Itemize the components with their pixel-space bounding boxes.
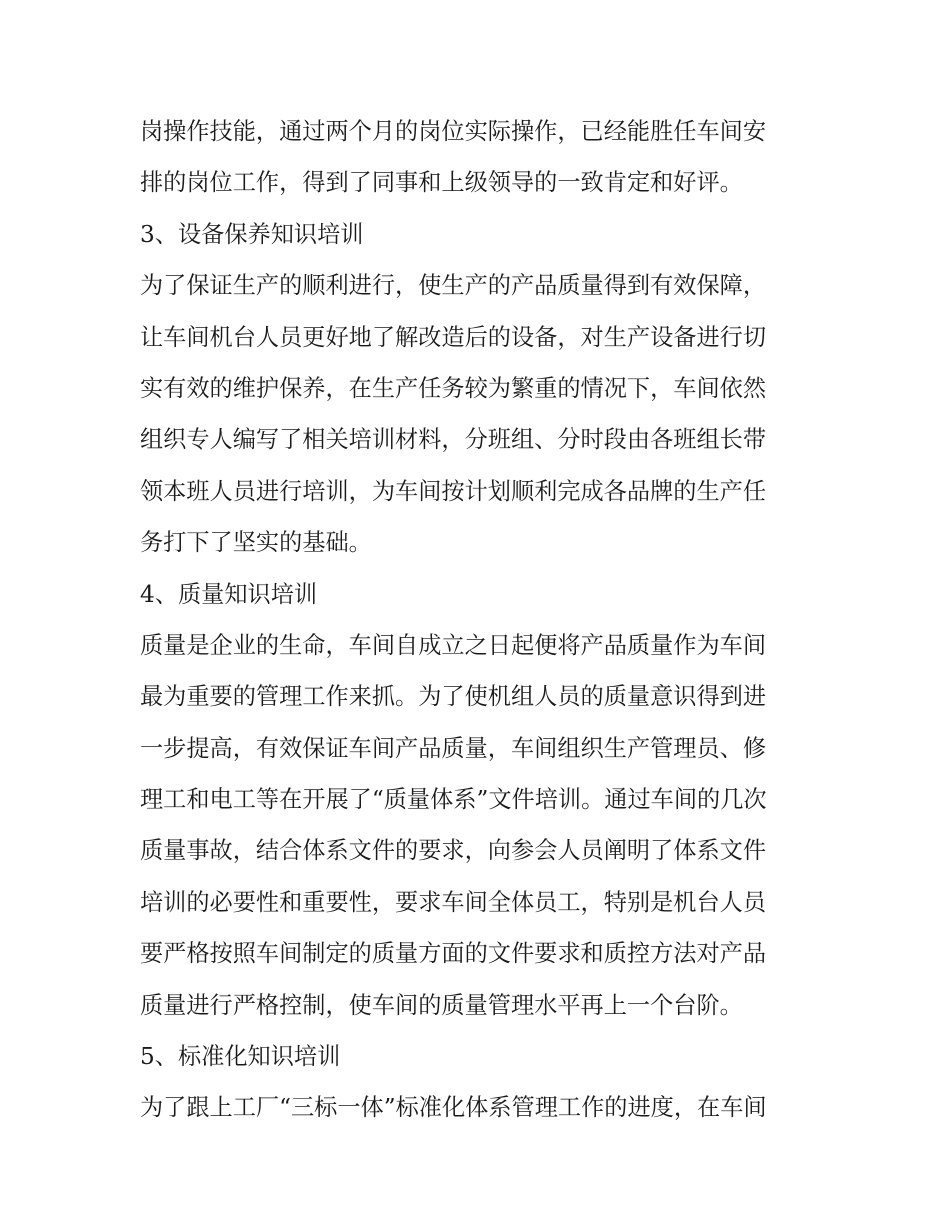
body-line: 实有效的维护保养，在生产任务较为繁重的情况下，车间依然 <box>140 374 767 402</box>
body-line: 培训的必要性和重要性，要求车间全体员工，特别是机台人员 <box>140 888 767 916</box>
body-line: 岗操作技能，通过两个月的岗位实际操作，已经能胜任车间安 <box>140 118 767 145</box>
body-line: 质量是企业的生命，车间自成立之日起便将产品质量作为车间 <box>140 631 767 659</box>
body-line: 要严格按照车间制定的质量方面的文件要求和质控方法对产品 <box>140 940 767 968</box>
body-line: 理工和电工等在开展了“质量体系”文件培训。通过车间的几次 <box>140 786 767 814</box>
section-heading-3: 3、设备保养知识培训 <box>140 220 364 248</box>
body-line: 最为重要的管理工作来抓。为了使机组人员的质量意识得到进 <box>140 683 767 711</box>
body-line: 领本班人员进行培训，为车间按计划顺利完成各品牌的生产任 <box>140 477 767 505</box>
section-heading-4: 4、质量知识培训 <box>140 580 318 608</box>
body-line: 质量进行严格控制，使车间的质量管理水平再上一个台阶。 <box>140 991 743 1019</box>
section-heading-5: 5、标准化知识培训 <box>140 1043 341 1071</box>
body-line: 为了跟上工厂“三标一体”标准化体系管理工作的进度，在车间 <box>140 1094 767 1122</box>
body-line: 务打下了坚实的基础。 <box>140 529 372 557</box>
body-line: 组织专人编写了相关培训材料，分班组、分时段由各班组长带 <box>140 426 767 454</box>
body-line: 让车间机台人员更好地了解改造后的设备，对生产设备进行切 <box>140 323 767 351</box>
body-line: 一步提高，有效保证车间产品质量，车间组织生产管理员、修 <box>140 734 767 762</box>
body-line: 为了保证生产的顺利进行，使生产的产品质量得到有效保障， <box>140 272 767 300</box>
body-line: 质量事故，结合体系文件的要求，向参会人员阐明了体系文件 <box>140 837 767 865</box>
body-line: 排的岗位工作，得到了同事和上级领导的一致肯定和好评。 <box>140 169 743 197</box>
document-body <box>140 106 812 1134</box>
